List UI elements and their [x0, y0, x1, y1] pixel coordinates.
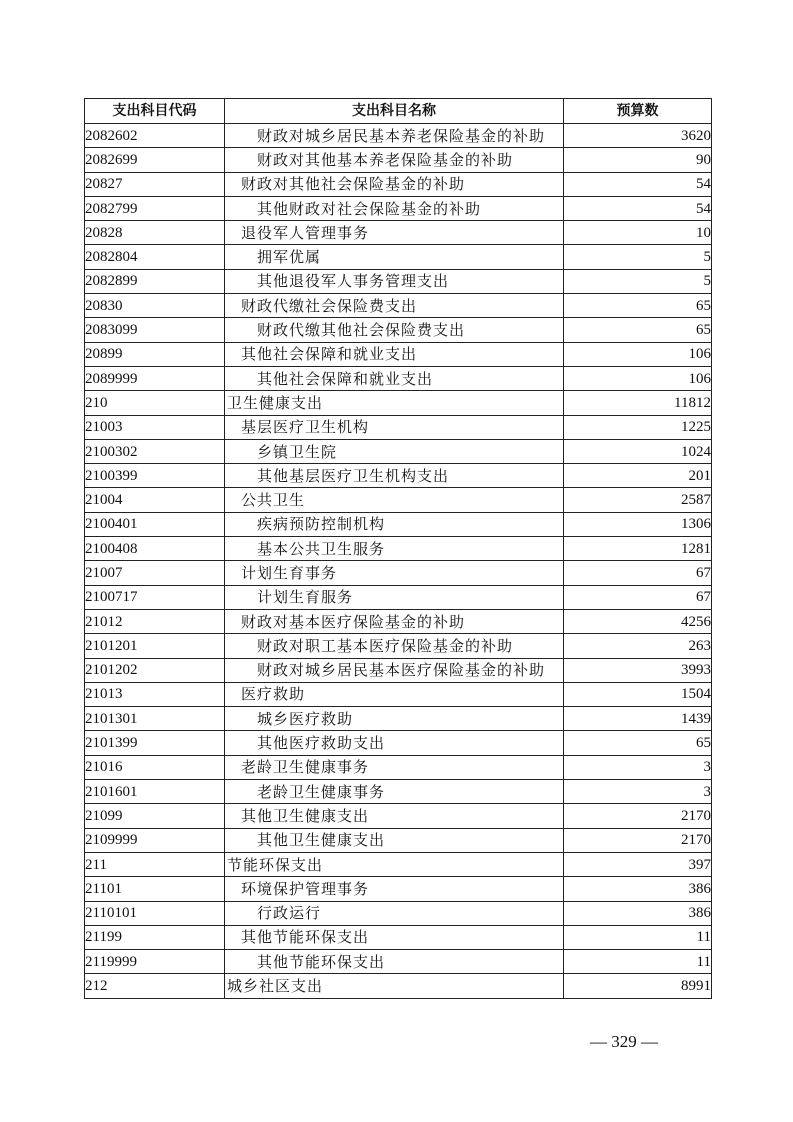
table-row	[85, 828, 712, 852]
row-amount: 90	[564, 148, 712, 172]
row-amount: 11	[564, 950, 712, 974]
row-code: 212	[85, 974, 225, 998]
row-name: 其他社会保障和就业支出	[225, 342, 564, 366]
row-code: 20899	[85, 342, 225, 366]
row-amount: 3	[564, 780, 712, 804]
row-amount: 1024	[564, 439, 712, 463]
header-amount: 预算数	[564, 99, 712, 124]
row-amount: 2587	[564, 488, 712, 512]
row-name: 城乡医疗救助	[225, 707, 564, 731]
row-name: 财政代缴社会保险费支出	[225, 294, 564, 318]
row-code: 2100302	[85, 439, 225, 463]
row-name: 老龄卫生健康事务	[225, 755, 564, 779]
row-name: 行政运行	[225, 901, 564, 925]
header-name: 支出科目名称	[225, 99, 564, 124]
row-name: 计划生育事务	[225, 561, 564, 585]
header-code: 支出科目代码	[85, 99, 225, 124]
row-amount: 2170	[564, 804, 712, 828]
table-row	[85, 731, 712, 755]
row-code: 2100408	[85, 537, 225, 561]
table-row	[85, 439, 712, 463]
row-code: 21003	[85, 415, 225, 439]
row-amount: 263	[564, 634, 712, 658]
row-name: 公共卫生	[225, 488, 564, 512]
row-name: 其他节能环保支出	[225, 925, 564, 949]
row-code: 2101202	[85, 658, 225, 682]
page-number: — 329 —	[590, 1032, 658, 1051]
row-code: 2082699	[85, 148, 225, 172]
table-row	[85, 852, 712, 876]
table-row	[85, 196, 712, 220]
table-row	[85, 901, 712, 925]
row-name: 疾病预防控制机构	[225, 512, 564, 536]
row-amount: 4256	[564, 609, 712, 633]
row-code: 2101301	[85, 707, 225, 731]
row-code: 21099	[85, 804, 225, 828]
row-name: 节能环保支出	[225, 852, 564, 876]
row-code: 2082799	[85, 196, 225, 220]
table-row	[85, 585, 712, 609]
row-amount: 1281	[564, 537, 712, 561]
table-row	[85, 391, 712, 415]
row-amount: 65	[564, 318, 712, 342]
row-code: 21101	[85, 877, 225, 901]
row-name: 拥军优属	[225, 245, 564, 269]
row-name: 其他社会保障和就业支出	[225, 366, 564, 390]
row-code: 2101201	[85, 634, 225, 658]
row-code: 20828	[85, 221, 225, 245]
header-row	[85, 99, 712, 124]
table-row	[85, 561, 712, 585]
row-code: 20830	[85, 294, 225, 318]
row-amount: 106	[564, 366, 712, 390]
row-amount: 3620	[564, 124, 712, 148]
row-amount: 54	[564, 172, 712, 196]
table-row	[85, 512, 712, 536]
row-code: 210	[85, 391, 225, 415]
row-amount: 201	[564, 464, 712, 488]
table-row	[85, 294, 712, 318]
row-amount: 386	[564, 877, 712, 901]
row-name: 财政对其他社会保险基金的补助	[225, 172, 564, 196]
row-amount: 386	[564, 901, 712, 925]
row-name: 其他财政对社会保险基金的补助	[225, 196, 564, 220]
table-row	[85, 221, 712, 245]
row-amount: 65	[564, 731, 712, 755]
row-code: 2110101	[85, 901, 225, 925]
row-amount: 3	[564, 755, 712, 779]
row-code: 21199	[85, 925, 225, 949]
row-code: 21013	[85, 682, 225, 706]
row-amount: 106	[564, 342, 712, 366]
row-amount: 10	[564, 221, 712, 245]
table-header	[85, 99, 712, 124]
row-code: 2119999	[85, 950, 225, 974]
table-row	[85, 609, 712, 633]
row-code: 21016	[85, 755, 225, 779]
table-row	[85, 269, 712, 293]
row-code: 2109999	[85, 828, 225, 852]
row-code: 21007	[85, 561, 225, 585]
row-name: 其他卫生健康支出	[225, 828, 564, 852]
table-row	[85, 318, 712, 342]
row-name: 乡镇卫生院	[225, 439, 564, 463]
table-row	[85, 148, 712, 172]
row-name: 基层医疗卫生机构	[225, 415, 564, 439]
row-code: 2089999	[85, 366, 225, 390]
row-amount: 397	[564, 852, 712, 876]
row-amount: 54	[564, 196, 712, 220]
row-amount: 67	[564, 585, 712, 609]
row-name: 环境保护管理事务	[225, 877, 564, 901]
row-name: 基本公共卫生服务	[225, 537, 564, 561]
table-row	[85, 124, 712, 148]
row-code: 21012	[85, 609, 225, 633]
row-code: 21004	[85, 488, 225, 512]
table-row	[85, 925, 712, 949]
table-row	[85, 682, 712, 706]
row-name: 其他卫生健康支出	[225, 804, 564, 828]
row-name: 财政对城乡居民基本养老保险基金的补助	[225, 124, 564, 148]
row-name: 其他医疗救助支出	[225, 731, 564, 755]
row-code: 2083099	[85, 318, 225, 342]
table-row	[85, 658, 712, 682]
row-name: 医疗救助	[225, 682, 564, 706]
table-row	[85, 537, 712, 561]
row-amount: 1225	[564, 415, 712, 439]
row-code: 2082899	[85, 269, 225, 293]
row-amount: 2170	[564, 828, 712, 852]
row-code: 20827	[85, 172, 225, 196]
row-name: 财政对基本医疗保险基金的补助	[225, 609, 564, 633]
row-amount: 5	[564, 269, 712, 293]
row-name: 卫生健康支出	[225, 391, 564, 415]
row-code: 2100717	[85, 585, 225, 609]
row-name: 财政代缴其他社会保险费支出	[225, 318, 564, 342]
row-amount: 3993	[564, 658, 712, 682]
table-row	[85, 342, 712, 366]
row-name: 退役军人管理事务	[225, 221, 564, 245]
row-name: 计划生育服务	[225, 585, 564, 609]
table-row	[85, 415, 712, 439]
row-code: 2082602	[85, 124, 225, 148]
table-row	[85, 366, 712, 390]
table-row	[85, 488, 712, 512]
row-code: 2101399	[85, 731, 225, 755]
table-row	[85, 634, 712, 658]
table-row	[85, 780, 712, 804]
row-amount: 65	[564, 294, 712, 318]
table-row	[85, 707, 712, 731]
row-name: 城乡社区支出	[225, 974, 564, 998]
table-row	[85, 245, 712, 269]
row-name: 其他节能环保支出	[225, 950, 564, 974]
table-body	[85, 124, 712, 999]
row-code: 2100401	[85, 512, 225, 536]
table-row	[85, 464, 712, 488]
row-name: 财政对职工基本医疗保险基金的补助	[225, 634, 564, 658]
row-code: 2101601	[85, 780, 225, 804]
row-name: 其他基层医疗卫生机构支出	[225, 464, 564, 488]
table-row	[85, 755, 712, 779]
row-amount: 11812	[564, 391, 712, 415]
row-amount: 5	[564, 245, 712, 269]
table-row	[85, 877, 712, 901]
row-amount: 67	[564, 561, 712, 585]
row-amount: 1306	[564, 512, 712, 536]
row-code: 2100399	[85, 464, 225, 488]
table-row	[85, 950, 712, 974]
row-name: 财政对城乡居民基本医疗保险基金的补助	[225, 658, 564, 682]
row-amount: 1504	[564, 682, 712, 706]
table-row	[85, 804, 712, 828]
table-row	[85, 172, 712, 196]
row-code: 211	[85, 852, 225, 876]
row-amount: 1439	[564, 707, 712, 731]
row-amount: 11	[564, 925, 712, 949]
row-name: 财政对其他基本养老保险基金的补助	[225, 148, 564, 172]
table-row	[85, 974, 712, 998]
budget-table	[84, 98, 712, 999]
row-code: 2082804	[85, 245, 225, 269]
row-amount: 8991	[564, 974, 712, 998]
row-name: 其他退役军人事务管理支出	[225, 269, 564, 293]
row-name: 老龄卫生健康事务	[225, 780, 564, 804]
